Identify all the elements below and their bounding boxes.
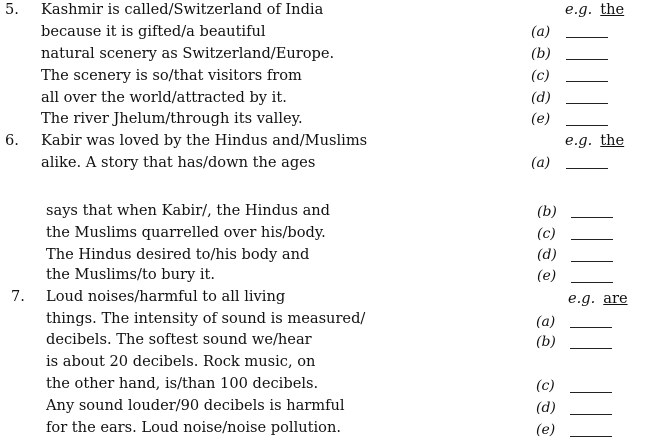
q5-label-a: (a) [531, 24, 551, 40]
q7-line-6: Any sound louder/90 decibels is harmful [46, 397, 345, 414]
q7-label-a: (a) [536, 314, 556, 330]
q7-label-c: (c) [536, 378, 555, 394]
example-prefix: e.g. [568, 290, 596, 307]
q7-line-4: is about 20 decibels. Rock music, on [46, 353, 316, 370]
answer-blank[interactable] [566, 59, 608, 60]
q7-label-b: (b) [536, 334, 556, 350]
question-6-example [565, 132, 624, 150]
q7-line-7: for the ears. Loud noise/noise pollution. [46, 419, 342, 436]
example-prefix: e.g. [565, 132, 593, 149]
question-5-number: 5. [5, 1, 19, 18]
q5-label-e: (e) [531, 111, 551, 127]
answer-blank[interactable] [571, 261, 613, 262]
answer-blank[interactable] [571, 239, 613, 240]
answer-blank[interactable] [571, 282, 613, 283]
q6-label-a: (a) [531, 155, 551, 171]
q5-label-d: (d) [531, 90, 551, 106]
example-answer: the [600, 1, 625, 18]
q6-label-e: (e) [537, 268, 557, 284]
q6-line-2: alike. A story that has/down the ages [41, 154, 316, 171]
question-6-number: 6. [5, 132, 19, 149]
question-5-example [565, 1, 624, 19]
example-answer: the [600, 132, 625, 149]
answer-blank[interactable] [570, 327, 612, 328]
q7-label-d: (d) [536, 400, 556, 416]
answer-blank[interactable] [570, 414, 612, 415]
q6-line-4: the Muslims quarrelled over his/body. [46, 224, 326, 241]
question-7-number: 7. [11, 288, 25, 305]
q5-line-1: Kashmir is called/Switzerland of India [41, 1, 324, 18]
answer-blank[interactable] [566, 81, 608, 82]
answer-blank[interactable] [570, 436, 612, 437]
q6-label-c: (c) [537, 226, 556, 242]
q6-line-1: Kabir was loved by the Hindus and/Muslims [41, 132, 368, 149]
q5-label-c: (c) [531, 68, 550, 84]
answer-blank[interactable] [571, 217, 613, 218]
q5-line-6: The river Jhelum/through its valley. [41, 110, 303, 127]
q5-line-4: The scenery is so/that visitors from [41, 67, 302, 84]
q6-label-b: (b) [537, 204, 557, 220]
example-prefix: e.g. [565, 1, 593, 18]
q7-label-e: (e) [536, 422, 556, 438]
q7-line-1: Loud noises/harmful to all living [46, 288, 286, 305]
answer-blank[interactable] [566, 103, 608, 104]
q6-line-3: says that when Kabir/, the Hindus and [46, 202, 331, 219]
answer-blank[interactable] [566, 168, 608, 169]
q7-line-5: the other hand, is/than 100 decibels. [46, 375, 319, 392]
q5-label-b: (b) [531, 46, 551, 62]
answer-blank[interactable] [570, 348, 612, 349]
example-answer: are [603, 290, 628, 307]
answer-blank[interactable] [570, 392, 612, 393]
q5-line-5: all over the world/attracted by it. [41, 89, 287, 106]
q6-line-5: The Hindus desired to/his body and [46, 246, 310, 263]
q5-line-2: because it is gifted/a beautiful [41, 23, 266, 40]
answer-blank[interactable] [566, 125, 608, 126]
question-7-example [568, 290, 628, 308]
answer-blank[interactable] [566, 37, 608, 38]
q6-label-d: (d) [537, 247, 557, 263]
q5-line-3: natural scenery as Switzerland/Europe. [41, 45, 335, 62]
q6-line-6: the Muslims/to bury it. [46, 266, 216, 283]
q7-line-2: things. The intensity of sound is measured/ [46, 310, 366, 327]
q7-line-3: decibels. The softest sound we/hear [46, 331, 312, 348]
